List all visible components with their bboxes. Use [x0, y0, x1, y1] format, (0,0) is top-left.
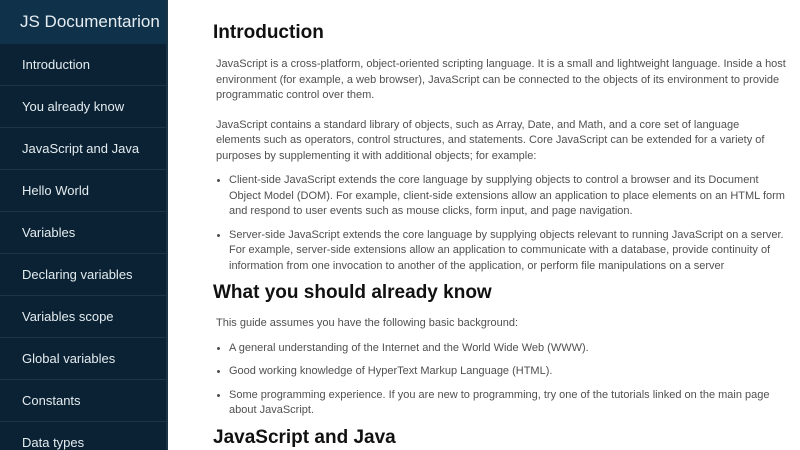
- nav-item: [0, 128, 166, 170]
- paragraph: JavaScript contains a standard library of objects, such as Array, Date, and Math, and a core set of language elements such as operators, control structures, and statements. Core JavaScript can be extended for a variety of purposes by supplementing it with additional objects; for example:: [216, 118, 765, 162]
- section-heading: Introduction: [213, 22, 324, 43]
- nav-item: [0, 212, 166, 254]
- nav-link-introduction[interactable]: Introduction: [22, 57, 90, 72]
- nav-item: [0, 422, 166, 450]
- paragraph: This guide assumes you have the following basic background:: [216, 317, 519, 329]
- nav-link-constants[interactable]: Constants: [22, 393, 81, 408]
- nav-link-data-types[interactable]: Data types: [22, 435, 85, 450]
- paragraph: JavaScript is a cross-platform, object-oriented scripting language. It is a small and lightweight language. Inside a host environment (for example, a web browser), JavaScript can be connected to the objects of its environment to provide programmatic control over them.: [216, 58, 786, 101]
- nav-link-javascript-and-java[interactable]: JavaScript and Java: [22, 141, 140, 156]
- nav-item: [0, 170, 166, 212]
- section-what-you-should-already-know: [213, 282, 786, 419]
- nav-item: [0, 44, 166, 86]
- nav-link-variables-scope[interactable]: Variables scope: [22, 309, 114, 324]
- nav-item: [0, 296, 166, 338]
- nav-link-you-already-know[interactable]: You already know: [22, 99, 125, 114]
- nav-link-hello-world[interactable]: Hello World: [22, 183, 89, 198]
- nav-item: [0, 338, 166, 380]
- list-item: • Some programming experience. If you are new to programming, try one of the tutorials linked on the main page about JavaScript.: [229, 388, 786, 419]
- bullet-list: [213, 341, 786, 419]
- list-item: • Good working knowledge of HyperText Markup Language (HTML).: [229, 364, 786, 380]
- main-doc: [168, 0, 800, 450]
- nav-item: [0, 86, 166, 128]
- section-javascript-and-java: [213, 427, 786, 449]
- bullet-list: [213, 173, 786, 274]
- nav-link-declaring-variables[interactable]: Declaring variables: [22, 267, 133, 282]
- list-item: • Server-side JavaScript extends the core language by supplying objects relevant to running JavaScript on a server. For example, server-side extensions allow an application to communicate with a database, provide continuity of information from one invocation to another of the application, or perform file manipulations on a server: [229, 228, 786, 275]
- list-item: • Client-side JavaScript extends the core language by supplying objects to control a browser and its Document Object Model (DOM). For example, client-side extensions allow an application to place elements on an HTML form and respond to user events such as mouse clicks, form input, and page navigation.: [229, 173, 786, 220]
- nav-link-variables[interactable]: Variables: [22, 225, 76, 240]
- sidebar-title: JS Documentarion: [0, 0, 166, 44]
- list-item: • A general understanding of the Internet and the World Wide Web (WWW).: [229, 341, 786, 357]
- nav-item: [0, 380, 166, 422]
- section-heading: What you should already know: [213, 282, 492, 303]
- sidebar-nav: [0, 0, 168, 450]
- section-introduction: [213, 22, 786, 274]
- nav-link-global-variables[interactable]: Global variables: [22, 351, 116, 366]
- section-heading: JavaScript and Java: [213, 426, 396, 448]
- nav-item: [0, 254, 166, 296]
- nav-list: [0, 44, 166, 450]
